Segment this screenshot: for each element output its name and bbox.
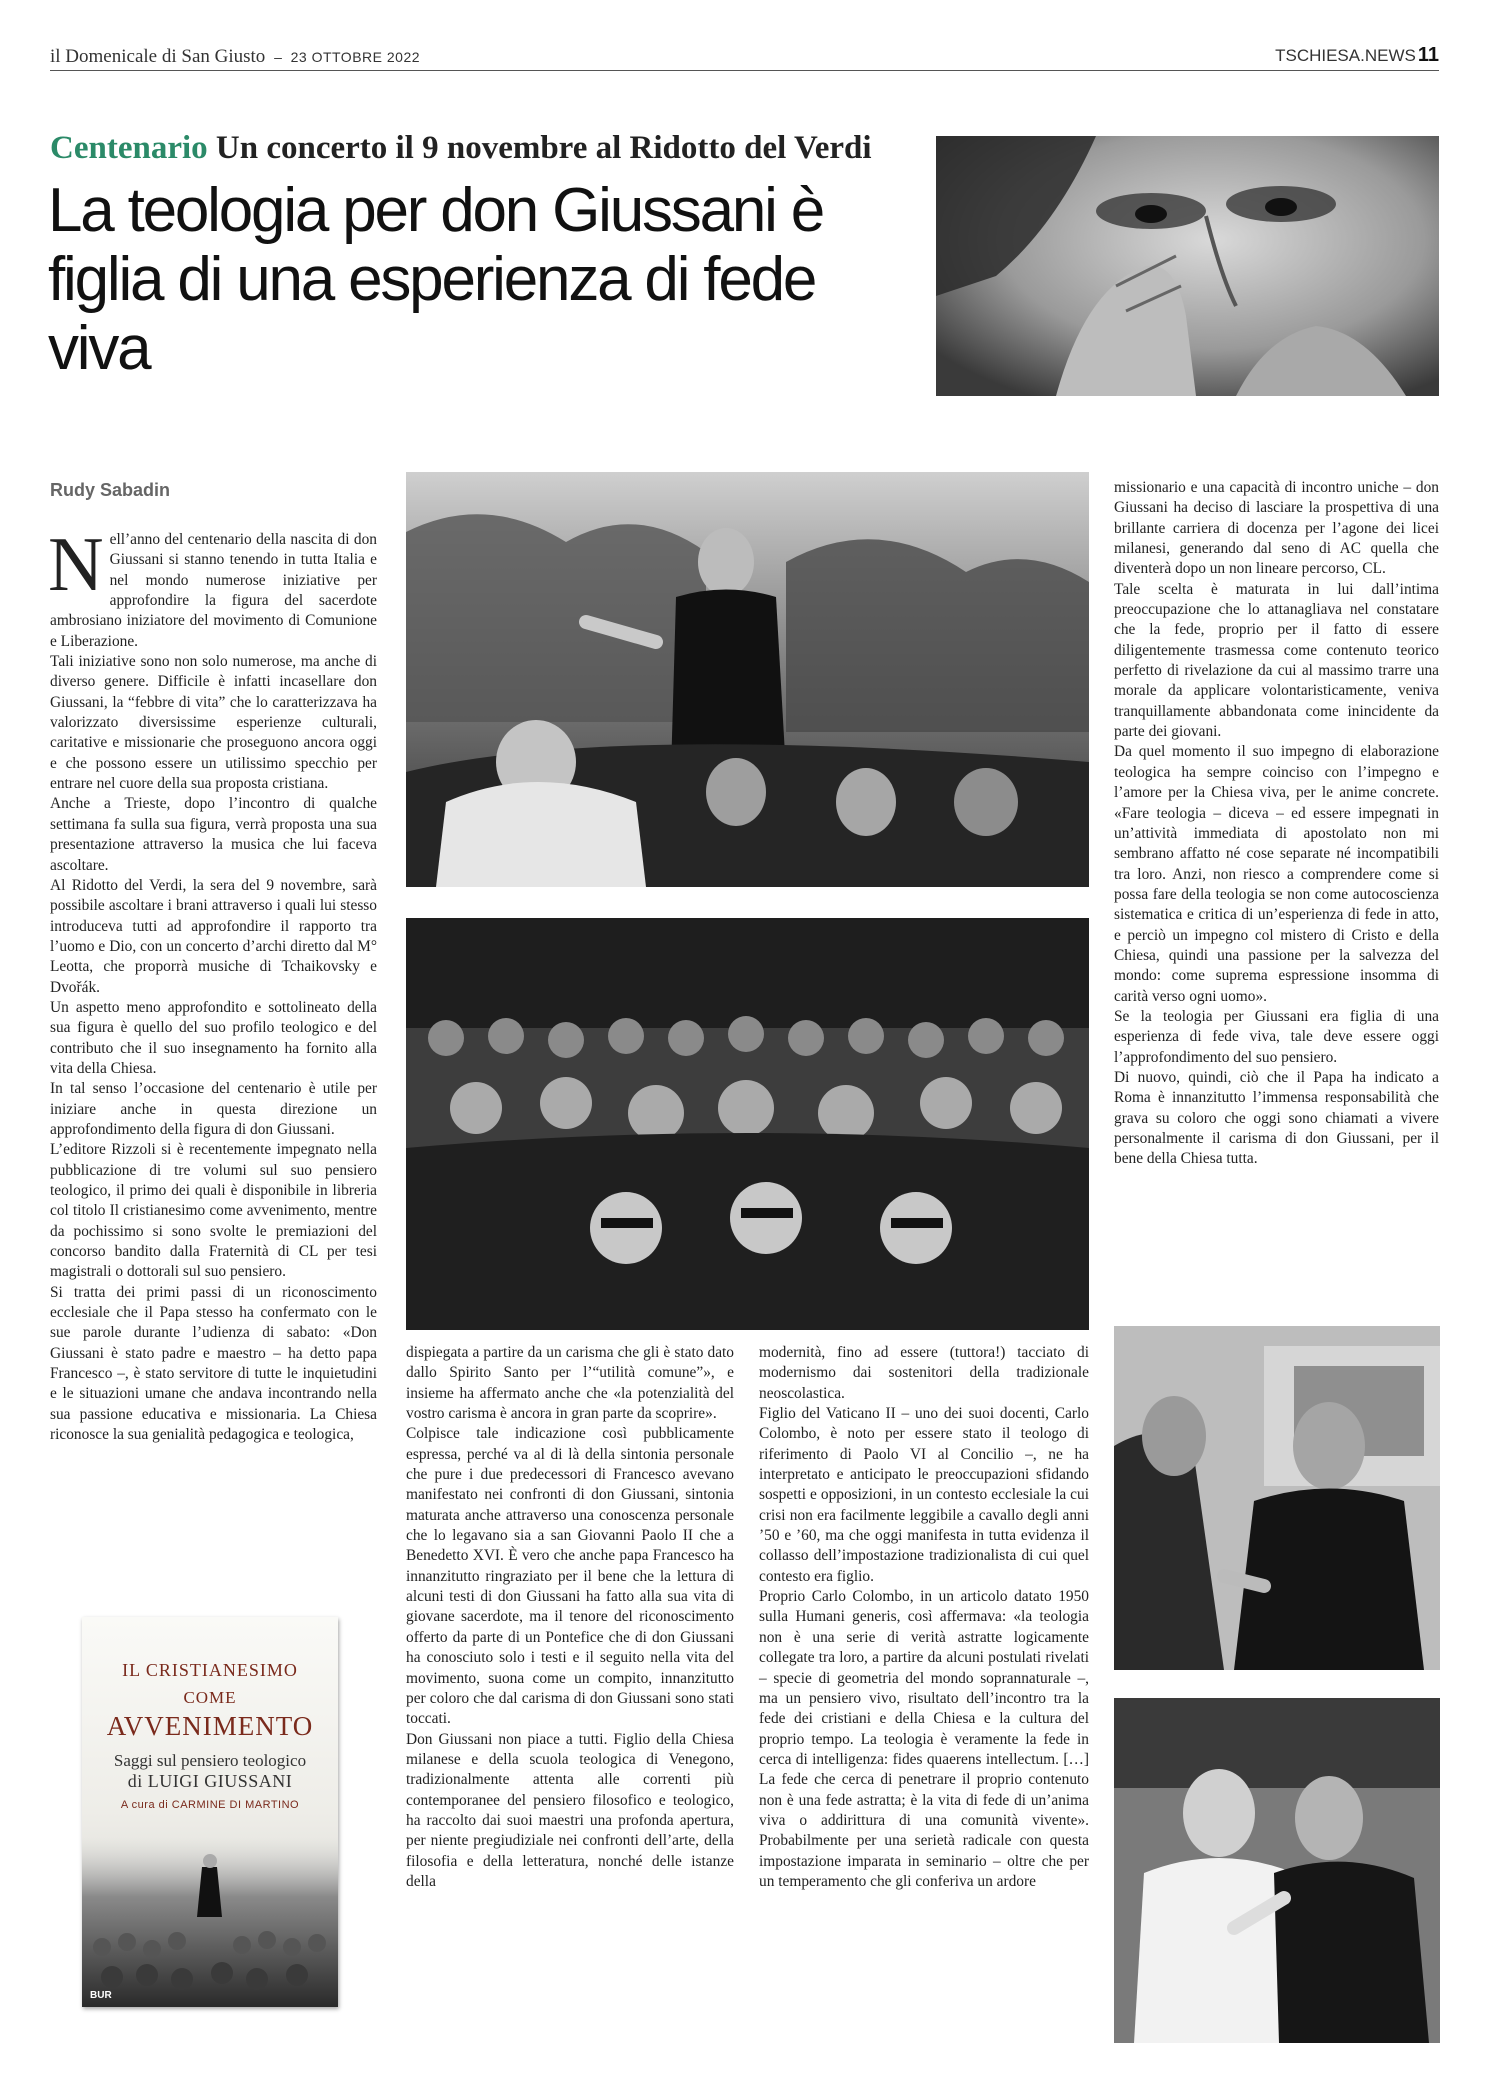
paragraph: Anche a Trieste, dopo l’incontro di qualche settimana fa sulla sua figura, verrà proposta una sua presentazione attraverso la musica che lui faceva ascoltare. (50, 795, 377, 874)
paragraph: Se la teologia per Giussani era figlia di una esperienza di fede viva, tale deve essere oggi l’approfondimento del suo pensiero. (1114, 1007, 1439, 1066)
audience-photo (406, 918, 1089, 1330)
header-site (1275, 44, 1439, 67)
paragraph: ell’anno del centenario della nascita di don Giussani si stanno tenendo in tutta Italia e nel mondo numerose iniziative per approfondire la figura del sacerdote ambrosiano iniziatore del movimento di Comunione e Liberazione. (50, 531, 377, 650)
book-author-name: LUIGI GIUSSANI (147, 1771, 293, 1791)
portrait-photo (936, 136, 1439, 396)
page-header (50, 40, 1439, 68)
paragraph: Proprio Carlo Colombo, in un articolo datato 1950 sulla Humani generis, così affermava: «la teologia non è una serie di verità astratte logicamente collegate tra loro, a partire da alcuni postulati rivelati – specie di geometria del mondo soprannaturale –, ma un pensiero vivo, risultato dell’incontro tra la fede dei cristiani e della Chiesa e la cultura del proprio tempo. La teologia è veramente la fede in cerca di intelligenza: fides quaerens intellectum. […] La fede che cerca di penetrare il proprio contenuto non è una fede astratta; è la vita di fede di un’anima viva o addirittura di una comunità vivente». Probabilmente per una serietà radicale con questa impostazione imparata in seminario – oltre che per un temperamento che gli conferiva un ardore (759, 1588, 1089, 1890)
site-name: TSCHIESA.NEWS (1275, 46, 1416, 65)
article-column-1 (48, 521, 377, 1445)
paragraph: Da quel momento il suo impegno di elaborazione teologica ha sempre coinciso con l’impegno e l’amore per la Chiesa viva, per le anime concrete. «Fare teologia – diceva – ed essere impegnati in un’attività immediata di apostolato non mi sembrano affatto né cose separate né incompatibili tra loro. Anzi, non riesco a comprendere come si possa fare della teologia se non come autocoscienza sistematica e critica di un’esperienza di fede in atto, e perciò un impegno col mistero di Cristo e della Chiesa, quindi una passione per la salvezza del mondo: come suprema espressione insomma di carità verso ogni uomo». (1114, 743, 1439, 1005)
headline: La teologia per don Giussani è figlia di una esperienza di fede viva (48, 176, 824, 383)
book-title-line: IL CRISTIANESIMO (122, 1660, 298, 1680)
paragraph: Figlio del Vaticano II – uno dei suoi docenti, Carlo Colombo, è noto per essere stato il teologo di riferimento di Paolo VI al Concilio –, ne ha interpretato e anticipato le preoccupazioni sfidando sospetti e opposizioni, in un contesto ecclesiale la cui crisi non era facilmente leggibile a cavallo degli anni ’50 e ’60, ma che oggi manifesta in tutta evidenza il collasso dell’impostazione tradizionalista di cui quel contesto era figlio. (759, 1405, 1089, 1585)
paragraph: In tal senso l’occasione del centenario è utile per iniziare anche in questa direzione un approfondimento della figura di don Giussani. (50, 1080, 377, 1138)
header-rule (50, 70, 1439, 71)
book-author-prefix: di (127, 1771, 143, 1791)
kicker (50, 130, 872, 167)
book-title (82, 1657, 338, 1739)
article-column-2 (406, 1343, 734, 1892)
book-subtitle (82, 1751, 338, 1791)
paragraph: Un aspetto meno approfondito e sottolineato della sua figura è quello del suo profilo teologico e del contributo che il suo insegnamento ha fornito alla vita della Chiesa. (50, 998, 377, 1077)
cardinal-photo (1114, 1326, 1440, 1670)
pope-photo (1114, 1698, 1440, 2043)
header-separator: – (274, 49, 282, 65)
paragraph: Tali iniziative sono non solo numerose, ma anche di diverso genere. Difficile è infatti incasellare don Giussani, la “febbre di vita” che lo caratterizzava ha valorizzato diversissime esperienze culturali, caritative e missionarie che proseguono ancora oggi e che possono essere un utilissimo specchio per entrare nel cuore della sua proposta cristiana. (50, 653, 377, 793)
publication-name: il Domenicale di San Giusto (50, 46, 266, 67)
byline: Rudy Sabadin (50, 480, 171, 500)
issue-date: 23 OTTOBRE 2022 (290, 49, 421, 65)
paragraph: Al Ridotto del Verdi, la sera del 9 novembre, sarà possibile ascoltare i brani attraverso i quali lui stesso introduceva tutti ad approfondire il rapporto tra l’uomo e Dio, con un concerto d’archi diretto dal M° Leotta, che proporrà musiche di Tchaikovsky e Dvořák. (50, 876, 377, 996)
paragraph: modernità, fino ad essere (tuttora!) tacciato di modernismo dai sostenitori della tradizionale neoscolastica. (759, 1344, 1089, 1402)
outdoor-gathering-photo (406, 472, 1089, 887)
paragraph: Don Giussani non piace a tutti. Figlio della Chiesa milanese e della scuola teologica di Venegono, tradizionalmente attenta alle correnti più contemporanee del pensiero filosofico e teologico, ha raccolto dai suoi maestri una profonda apertura, per niente pregiudiziale nei confronti dell’arte, della filosofia e della letteratura, nonché delle istanze della (406, 1730, 734, 1890)
header-publication (50, 46, 420, 68)
book-title-line: AVVENIMENTO (106, 1711, 314, 1741)
kicker-tag: Centenario (50, 130, 208, 166)
kicker-subtitle: Un concerto il 9 novembre al Ridotto del Verdi (215, 130, 872, 166)
paragraph: L’editore Rizzoli si è recentemente impegnato nella pubblicazione di tre volumi sul suo pensiero teologico, il primo dei quali è disponibile in libreria col titolo Il cristianesimo come avvenimento, mentre da pochissimo si sono svolte le premiazioni del concorso bandito dalla Fraternità di CL per tesi magistrali o dottorali sul suo pensiero. (50, 1141, 377, 1281)
book-cover-image (82, 1617, 338, 2007)
publisher-logo: BUR (90, 1990, 112, 2001)
article-column-4 (1114, 478, 1439, 1170)
paragraph: Colpisce tale indicazione così pubblicamente espressa, perché va al di là della sintonia personale che pure i due predecessori di Francesco avevano manifestato nei confronti di don Giussani, sintonia maturata anche attraverso una conoscenza personale che lo legavano sia a san Giovanni Paolo II che a Benedetto XVI. È vero che anche papa Francesco ha innanzitutto ringraziato per il bene che la lettura di alcuni testi di don Giussani ha fatto alla sua vita di giovane sacerdote, ma il tenore del riconoscimento offerto da parte di un Pontefice che di don Giussani ha conosciuto solo i testi e il seguito nella vita del movimento, suona come un compito, innanzitutto per coloro che dal carisma di don Giussani sono stati toccati. (406, 1425, 734, 1728)
book-title-line: COME (183, 1688, 237, 1707)
paragraph: Di nuovo, quindi, ciò che il Papa ha indicato a Roma è innanzitutto l’immensa responsabilità che grava su coloro che oggi sono chiamati a vivere personalmente il carisma di don Giussani, per il bene della Chiesa tutta. (1114, 1068, 1439, 1168)
book-subtitle-line: Saggi sul pensiero teologico (113, 1751, 307, 1770)
paragraph: dispiegata a partire da un carisma che gli è stato dato dallo Spirito Santo per l’“utilità comune”», e insieme ha affermato anche che «la potenzialità del vostro carisma è ancora in gran parte da scoprire». (406, 1344, 734, 1423)
article-column-3 (759, 1343, 1089, 1892)
paragraph: missionario e una capacità di incontro uniche – don Giussani ha deciso di lasciare la prospettiva di una brillante carriera di docenza per l’agone dei licei milanesi, generando dal seno di AC quella che diventerà dopo un non lineare percorso, CL. (1114, 479, 1439, 578)
book-author (82, 1771, 338, 1791)
paragraph: Tale scelta è maturata in lui dall’intima preoccupazione che lo attanagliava nel constatare che la fede, proprio per il fatto di essere diligentemente trasmessa come contenuto teorico perfetto di rivelazione da cui al massimo trarre una morale da applicare volontaristicamente, veniva tranquillamente abbandonata come inincidente da parte dei giovani. (1114, 580, 1439, 741)
dropcap: N (48, 521, 104, 607)
book-cover-photo (82, 1837, 338, 2007)
page-number: 11 (1417, 44, 1439, 66)
book-editor: A cura di CARMINE DI MARTINO (120, 1799, 300, 1811)
paragraph: Si tratta dei primi passi di un riconoscimento ecclesiale che il Papa stesso ha confermato con le sue parole durante l’udienza di sabato: «Don Giussani è stato padre e maestro – ha detto papa Francesco –, è stato servitore di tutte le inquietudini e le situazioni umane che andava incontrando nella sua passione educativa e missionaria. La Chiesa riconosce la sua genialità pedagogica e teologica, (50, 1283, 377, 1444)
